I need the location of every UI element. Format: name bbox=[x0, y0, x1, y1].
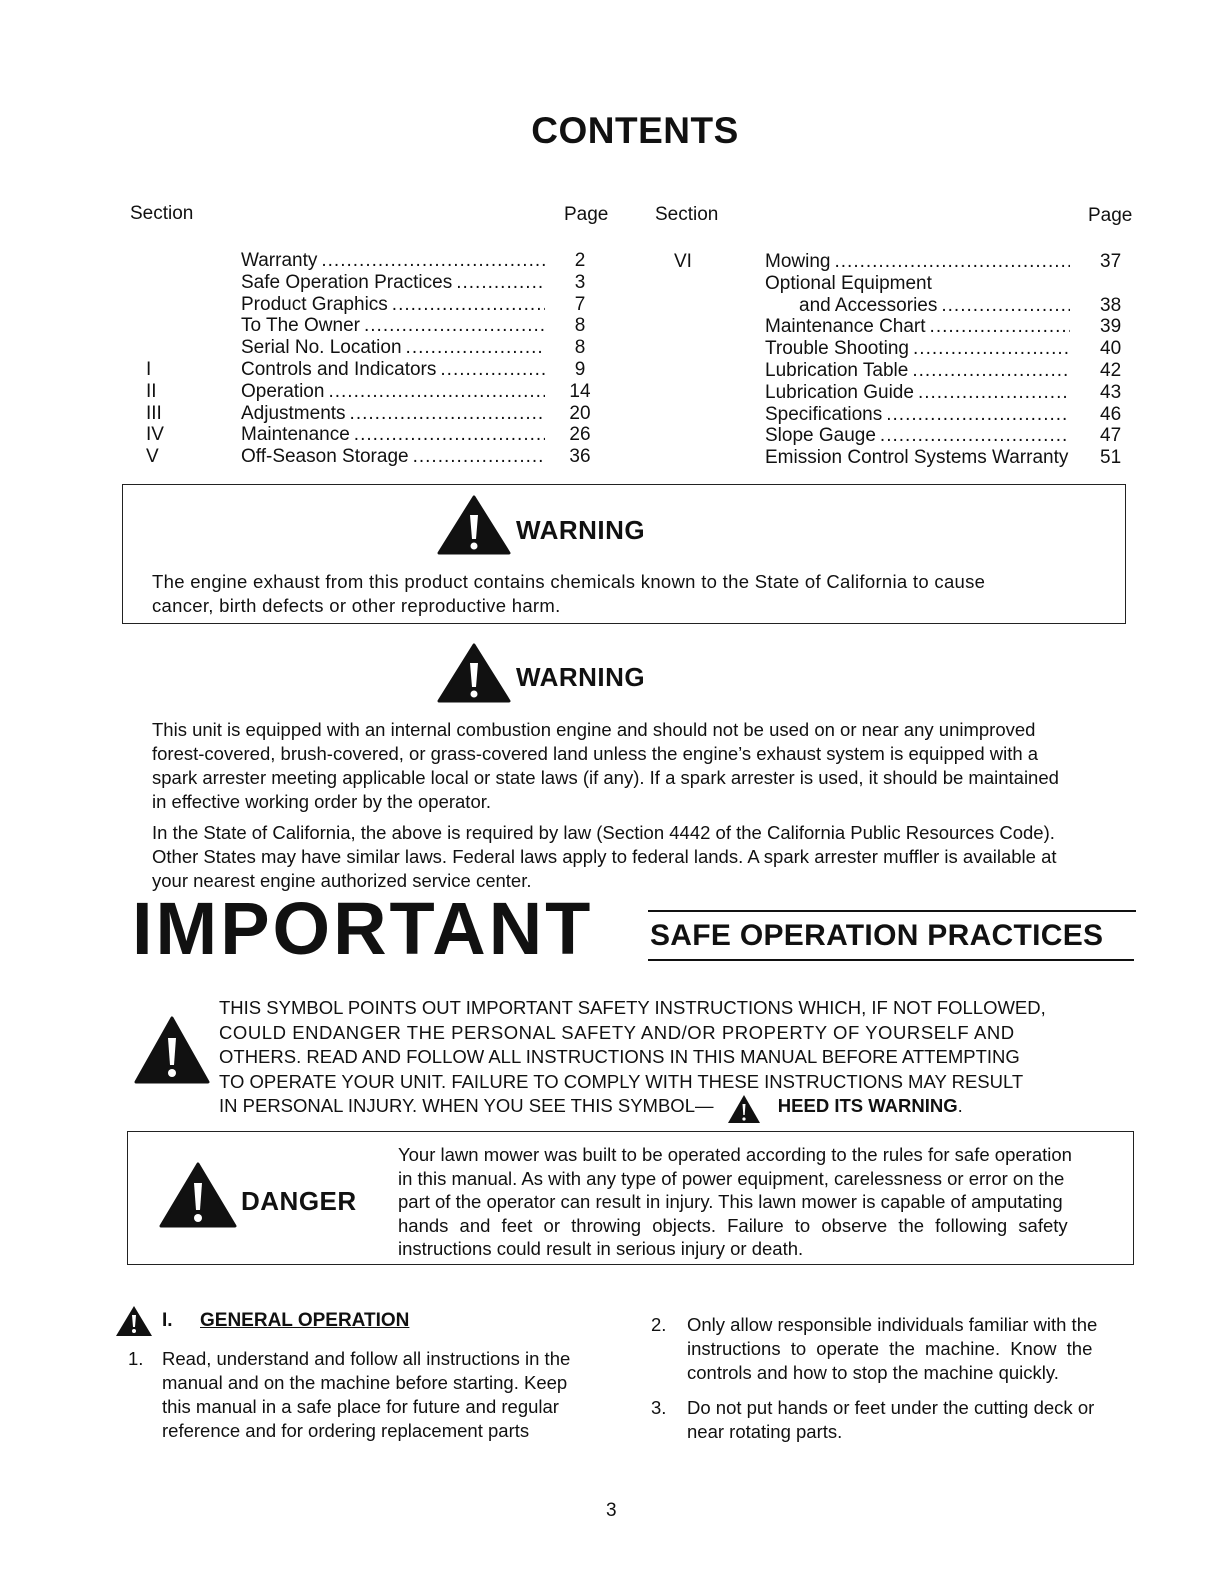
toc-dot-leader bbox=[440, 359, 545, 381]
page-number: 3 bbox=[606, 1500, 617, 1521]
safety-symbol-notice: THIS SYMBOL POINTS OUT IMPORTANT SAFETY INSTRUCTIONS WHICH, IF NOT FOLLOWED, COULD ENDANGER THE PERSONAL SAFETY AND/OR PROPERTY OF YOURSELF AND OTHERS. READ AND FOLLOW ALL INSTRUCTIONS IN THIS MANUAL BEFORE ATTEMPTING TO OPERATE YOUR UNIT. FAILURE TO COMPLY WITH THESE INSTRUCTIONS MAY RESULT IN PERSONAL INJURY. WHEN YOU SEE THIS SYMBOL— HEED ITS WARNING. bbox=[219, 996, 1119, 1124]
toc-dot-leader bbox=[930, 316, 1070, 338]
toc-entry-label: To The Owner bbox=[241, 315, 360, 337]
toc-page-number: 42 bbox=[1100, 360, 1122, 381]
toc-section-number: II bbox=[146, 380, 157, 402]
toc-entry-label: Product Graphics bbox=[241, 293, 388, 315]
toc-page-number: 2 bbox=[574, 250, 586, 271]
danger-label: DANGER bbox=[241, 1186, 357, 1216]
toc-entry-label: Lubrication Table bbox=[765, 360, 909, 381]
toc-entry-label: Safe Operation Practices bbox=[241, 271, 453, 293]
heed-warning-text: HEED ITS WARNING bbox=[777, 1095, 958, 1116]
list-item: 1. Read, understand and follow all instructions in the manual and on the machine before starting. Keep this manual in a safe place for future and regular reference and for ordering replacement parts bbox=[128, 1348, 571, 1441]
general-operation-heading: GENERAL OPERATION bbox=[200, 1310, 410, 1331]
toc-page-number: 39 bbox=[1100, 316, 1122, 338]
general-operation-number: I. bbox=[162, 1310, 173, 1331]
toc-entry-label: Maintenance Chart bbox=[765, 316, 926, 338]
toc-page-number: 37 bbox=[1100, 251, 1122, 272]
toc-entry-label: Specifications bbox=[765, 403, 883, 425]
toc-dot-leader bbox=[834, 251, 1070, 273]
warning-triangle-icon bbox=[437, 643, 511, 703]
toc-section-number: V bbox=[146, 446, 159, 468]
list-item: 3. Do not put hands or feet under the cutting deck or near rotating parts. bbox=[651, 1397, 1095, 1442]
toc-dot-leader bbox=[321, 250, 545, 272]
toc-page-number: 20 bbox=[569, 402, 591, 424]
toc-section-number: VI bbox=[674, 251, 692, 272]
warning-text-1: The engine exhaust from this product contains chemicals known to the State of California to cause cancer, birth defects or other reproductive harm. bbox=[152, 571, 986, 616]
toc-dot-leader bbox=[350, 403, 545, 425]
toc-page-number: 7 bbox=[574, 293, 586, 315]
sop-heading: SAFE OPERATION PRACTICES bbox=[650, 919, 1104, 952]
toc-page-number: 9 bbox=[574, 359, 586, 380]
warning-triangle-icon bbox=[437, 495, 511, 555]
toc-entry-label: Trouble Shooting bbox=[765, 338, 910, 360]
symbol-notice-last-line: IN PERSONAL INJURY. WHEN YOU SEE THIS SYMBOL— bbox=[219, 1095, 714, 1116]
toc-entry-label: Controls and Indicators bbox=[241, 359, 437, 380]
toc-section-number: I bbox=[146, 359, 152, 380]
toc-section-header-left: Section bbox=[130, 203, 194, 224]
list-number: 2. bbox=[651, 1314, 667, 1335]
toc-dot-leader bbox=[406, 337, 545, 359]
toc-entry-label: Slope Gauge bbox=[765, 425, 876, 447]
section-alert-icon bbox=[115, 1305, 153, 1337]
danger-triangle-icon bbox=[159, 1162, 237, 1228]
list-number: 1. bbox=[128, 1348, 144, 1369]
toc-section-number: IV bbox=[146, 424, 164, 446]
toc-page-number: 46 bbox=[1100, 403, 1122, 425]
important-heading: IMPORTANT bbox=[132, 887, 594, 970]
toc-page-header-right: Page bbox=[1088, 205, 1133, 226]
page-title: CONTENTS bbox=[531, 110, 739, 151]
list-item: 2. Only allow responsible individuals familiar with the instructions to operate the machine. Know the controls and how to stop the machine quickly. bbox=[651, 1314, 1098, 1383]
toc-page-header-left: Page bbox=[564, 204, 609, 225]
toc-entry-label: Optional Equipment bbox=[765, 272, 932, 294]
toc-dot-leader bbox=[413, 446, 545, 468]
toc-section-header-right: Section bbox=[655, 204, 719, 225]
california-law-paragraph: In the State of California, the above is required by law (Section 4442 of the California Public Resources Code). Other States may have similar laws. Federal laws apply to federal lands. A spark arrester muffler is available at your nearest engine authorized service center. bbox=[152, 822, 1057, 891]
toc-page-number: 43 bbox=[1100, 381, 1122, 403]
toc-entry-label: Adjustments bbox=[241, 402, 346, 424]
toc-dot-leader bbox=[886, 404, 1070, 426]
toc-entry-label: Emission Control Systems Warranty bbox=[765, 447, 1069, 469]
toc-entry-label: Serial No. Location bbox=[241, 337, 402, 359]
toc-dot-leader bbox=[918, 382, 1070, 404]
toc-dot-leader bbox=[913, 338, 1070, 360]
toc-dot-leader bbox=[456, 272, 545, 294]
toc-entry-label: Operation bbox=[241, 380, 325, 402]
sop-top-rule bbox=[648, 910, 1136, 912]
list-number: 3. bbox=[651, 1397, 667, 1418]
sop-bottom-rule bbox=[648, 959, 1134, 961]
toc-page-number: 40 bbox=[1100, 338, 1122, 360]
toc-entry-label: Lubrication Guide bbox=[765, 381, 914, 403]
toc-dot-leader bbox=[392, 294, 545, 316]
toc-page-number: 51 bbox=[1100, 447, 1122, 469]
toc-page-number: 8 bbox=[574, 337, 586, 359]
warning-title-2: WARNING bbox=[516, 662, 646, 692]
toc-page-number: 36 bbox=[569, 446, 591, 468]
toc-entry-label: and Accessories bbox=[799, 294, 938, 316]
toc-entry-label: Maintenance bbox=[241, 424, 350, 446]
toc-dot-leader bbox=[941, 295, 1070, 317]
toc-page-number: 14 bbox=[569, 380, 591, 402]
toc-dot-leader bbox=[328, 381, 545, 403]
toc-page-number: 3 bbox=[574, 271, 586, 293]
toc-page-number: 38 bbox=[1100, 294, 1122, 316]
spark-arrester-paragraph: This unit is equipped with an internal combustion engine and should not be used on or near any unimproved forest-covered, brush-covered, or grass-covered land unless the engine’s exhaust system is equipped with a spark arrester meeting applicable local or state laws (if any). If a spark arrester is used, it should be maintained in effective working order by the operator. bbox=[152, 719, 1059, 812]
toc-page-number: 26 bbox=[569, 424, 591, 446]
inline-safety-alert-icon bbox=[727, 1094, 761, 1124]
safety-alert-icon bbox=[134, 1016, 210, 1084]
toc-page-number: 47 bbox=[1100, 425, 1122, 447]
toc-section-number: III bbox=[146, 402, 162, 424]
toc-dot-leader bbox=[354, 424, 545, 446]
toc-dot-leader bbox=[912, 360, 1070, 382]
toc-entry-label: Off-Season Storage bbox=[241, 446, 409, 468]
danger-text: Your lawn mower was built to be operated according to the rules for safe operation in this manual. As with any type of power equipment, carelessness or error on the part of the operator can result in injury. This lawn mower is capable of amputating hands and feet or throwing objects. Failure to observe the following safety instructions could result in serious injury or death. bbox=[398, 1144, 1072, 1259]
toc-dot-leader bbox=[364, 315, 545, 337]
toc-entry-label: Mowing bbox=[765, 251, 831, 272]
period: . bbox=[957, 1095, 963, 1116]
toc-page-number: 8 bbox=[574, 315, 586, 337]
toc-dot-leader bbox=[880, 425, 1070, 447]
warning-title-1: WARNING bbox=[516, 515, 646, 545]
toc-entry-label: Warranty bbox=[241, 250, 318, 271]
